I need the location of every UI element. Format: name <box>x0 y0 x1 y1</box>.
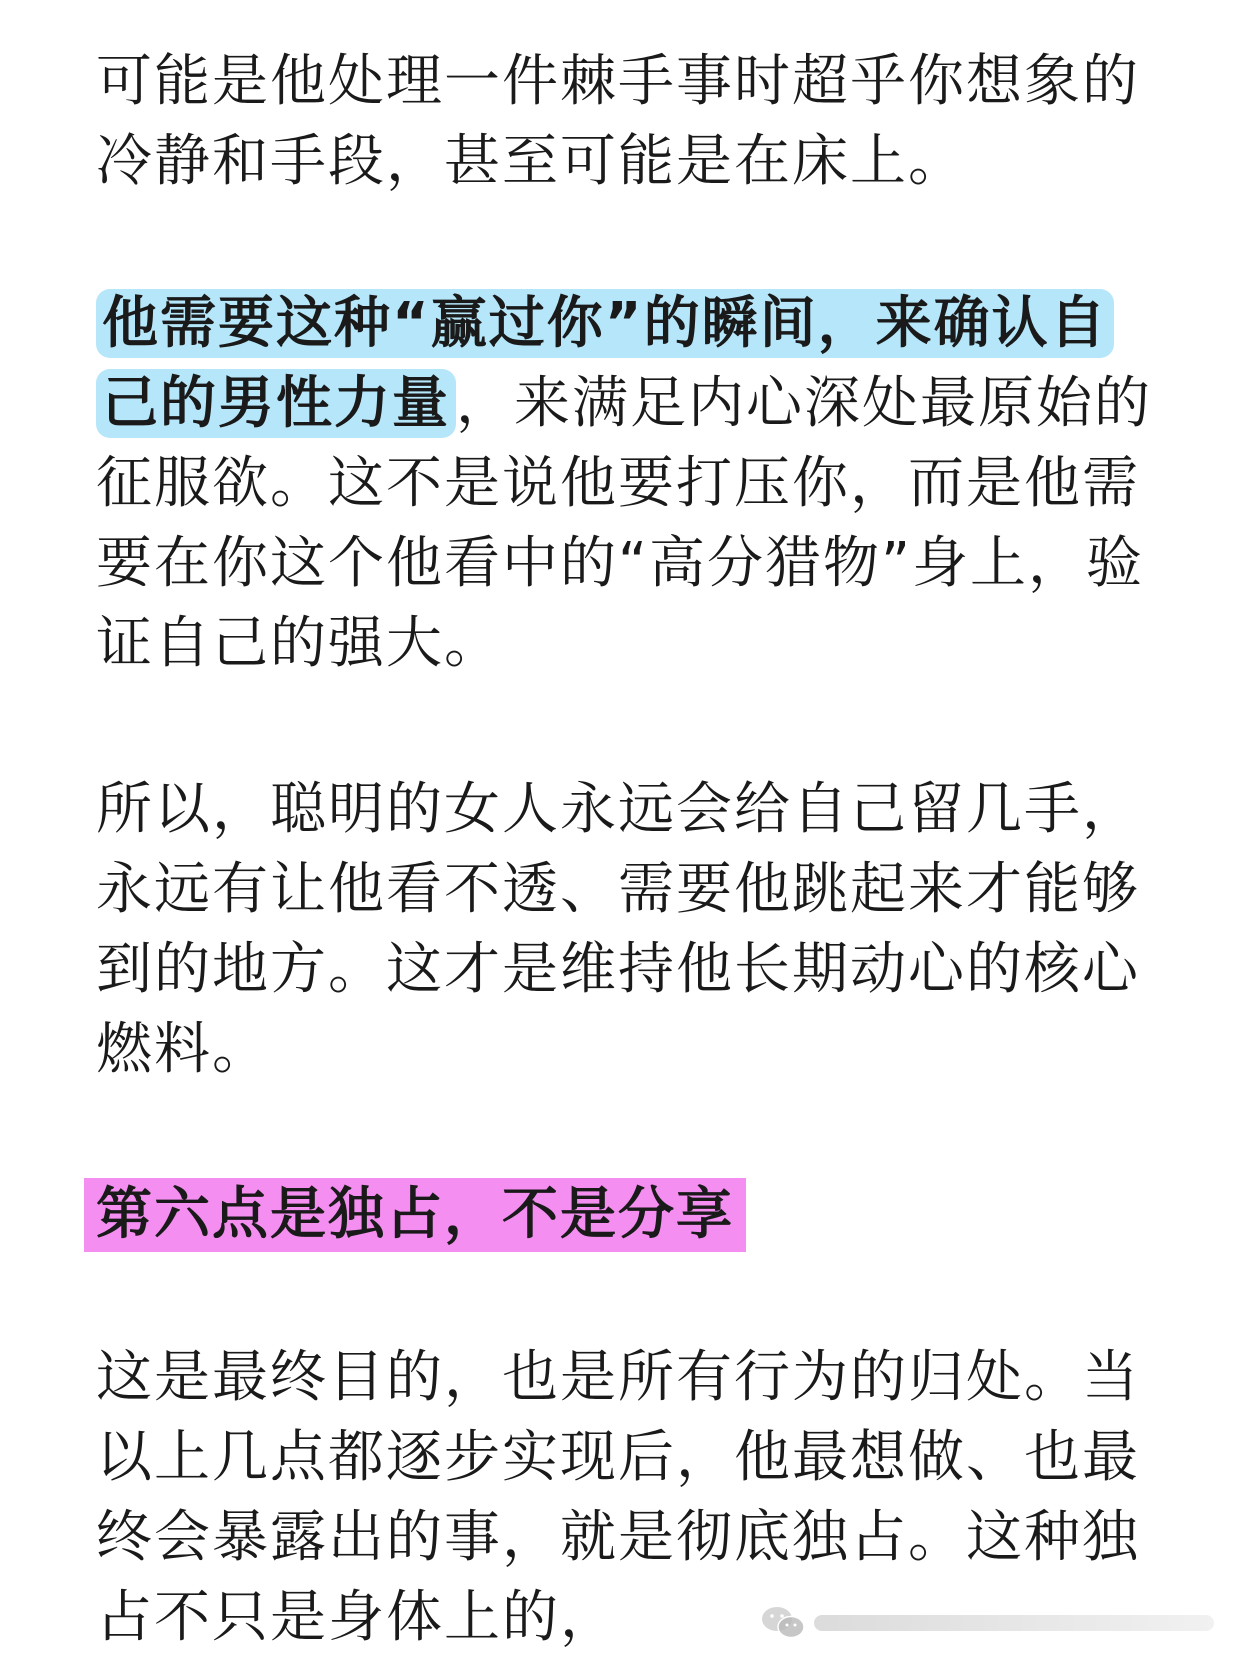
paragraph-1 <box>96 42 1156 202</box>
highlighted-phrase: 他需要这种“赢过你”的瞬间，来确认自己的男性力量 <box>96 289 1114 438</box>
paragraph-3 <box>96 770 1156 1090</box>
section-heading <box>84 1178 746 1252</box>
paragraph-5-text: 这是最终目的，也是所有行为的归处。当以上几点都逐步实现后，他最想做、也最终会暴露出的事，就是彻底独占。这种独占不只是身体上的， <box>96 1345 1140 1650</box>
paragraph-2 <box>96 284 1156 684</box>
paragraph-3-text: 所以，聪明的女人永远会给自己留几手，永远有让他看不透、需要他跳起来才能够到的地方。这才是维持他长期动心的核心燃料。 <box>96 777 1140 1082</box>
wechat-icon <box>760 1605 806 1641</box>
watermark <box>760 1603 1220 1643</box>
section-heading-text: 第六点是独占，不是分享 <box>96 1182 734 1247</box>
paragraph-1-text: 可能是他处理一件棘手事时超乎你想象的冷静和手段，甚至可能是在床上。 <box>96 49 1140 194</box>
paragraph-2-text: ，来满足内心深处最原始的征服欲。这不是说他要打压你，而是他需要在你这个他看中的“高分猎物”身上，验证自己的强大。 <box>96 371 1152 676</box>
watermark-blur <box>814 1615 1214 1631</box>
